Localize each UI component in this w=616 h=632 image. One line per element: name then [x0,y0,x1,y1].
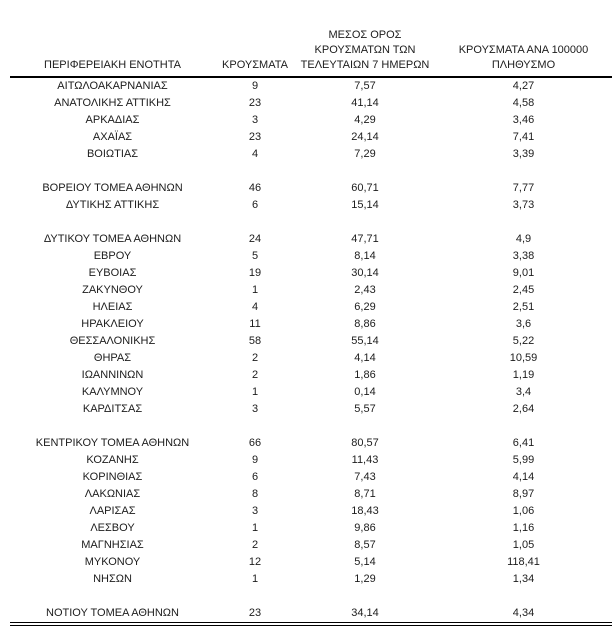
cases-cell: 12 [248,556,262,568]
region-cell: ΜΥΚΟΝΟΥ [84,556,141,568]
per100k-cell: 3,6 [515,318,532,330]
avg7-cell: 6,29 [354,301,376,313]
region-cell: ΑΡΚΑΔΙΑΣ [85,114,140,126]
cases-cell: 3 [251,114,259,126]
col-header-per100k-line2: ΠΛΗΘΥΣΜΟ [491,59,556,71]
region-cell: ΕΥΒΟΙΑΣ [88,267,137,279]
cases-cell: 2 [251,539,259,551]
region-cell: ΗΡΑΚΛΕΙΟΥ [81,318,144,330]
region-cell: ΚΑΛΥΜΝΟΥ [81,386,144,398]
per100k-cell: 4,14 [512,471,535,483]
cases-cell: 2 [251,352,259,364]
per100k-cell: 2,45 [512,284,535,296]
avg7-cell: 0,14 [354,386,376,398]
table-row [10,384,612,401]
cases-cell: 3 [251,403,259,415]
cases-cell: 4 [251,148,259,160]
avg7-cell: 2,43 [354,284,376,296]
cases-cell: 6 [251,199,259,211]
per100k-cell: 3,73 [512,199,535,211]
avg7-cell: 8,14 [354,250,376,262]
col-header-avg7-line1: ΜΕΣΟΣ ΟΡΟΣ [328,29,402,41]
per100k-cell: 118,41 [507,556,540,568]
cases-cell: 46 [248,182,262,194]
col-header-avg7 [295,28,435,77]
region-cell: ΛΑΚΩΝΙΑΣ [84,488,141,500]
per100k-cell: 4,27 [512,80,535,92]
table-row [10,537,612,554]
cases-cell: 8 [251,488,259,500]
per100k-cell: 3,39 [512,148,535,160]
region-cell: ΚΟΡΙΝΘΙΑΣ [82,471,143,483]
avg7-cell: 9,86 [354,522,376,534]
cases-cell: 2 [251,369,259,381]
per100k-cell: 1,06 [512,505,535,517]
col-header-region-label: ΠΕΡΙΦΕΡΕΙΑΚΗ ΕΝΟΤΗΤΑ [44,59,181,71]
table-row [10,95,612,112]
avg7-cell: 34,14 [295,605,435,624]
avg7-cell: 18,43 [351,505,379,517]
table-row [10,265,612,282]
cases-cell: 19 [248,267,262,279]
avg7-cell: 5,14 [354,556,376,568]
table-row [10,282,612,299]
avg7-cell: 80,57 [351,437,379,449]
avg7-cell: 8,57 [354,539,376,551]
group-spacer-row [10,214,612,231]
table-row [10,452,612,469]
region-cell: ΝΟΤΙΟΥ ΤΟΜΕΑ ΑΘΗΝΩΝ [10,605,215,624]
group-spacer-row [10,418,612,435]
table-row [10,197,612,214]
cases-cell: 1 [251,386,259,398]
region-cell: ΚΟΖΑΝΗΣ [86,454,139,466]
avg7-cell: 24,14 [351,131,379,143]
group-spacer-row [10,588,612,605]
table-body [10,77,612,624]
avg7-cell: 4,14 [354,352,376,364]
table-row [10,333,612,350]
cases-cell: 1 [251,573,259,585]
per100k-cell: 8,97 [512,488,535,500]
per100k-cell: 2,64 [512,403,535,415]
cases-cell: 6 [251,471,259,483]
region-cell: ΑΙΤΩΛΟΑΚΑΡΝΑΝΙΑΣ [57,80,168,92]
avg7-cell: 1,29 [354,573,376,585]
per100k-cell: 9,01 [512,267,535,279]
cases-cell: 1 [251,284,259,296]
avg7-cell: 5,57 [354,403,376,415]
col-header-per100k [435,28,612,77]
region-cell: ΕΒΡΟΥ [93,250,132,262]
per100k-cell: 3,46 [512,114,535,126]
cases-cell: 24 [248,233,262,245]
region-cell: ΖΑΚΥΝΘΟΥ [82,284,143,296]
table-row [10,520,612,537]
region-cell: ΙΩΑΝΝΙΝΩΝ [81,369,144,381]
cases-cell: 3 [251,505,259,517]
group-spacer-row [10,163,612,180]
cases-cell: 58 [248,335,262,347]
table-row [10,503,612,520]
col-header-cases [215,28,295,77]
region-cell: ΜΑΓΝΗΣΙΑΣ [81,539,144,551]
col-header-region [10,28,215,77]
table-row [10,435,612,452]
per100k-cell: 1,16 [512,522,535,534]
avg7-cell: 7,57 [354,80,376,92]
table-header [10,28,612,77]
table-row [10,316,612,333]
table-row [10,248,612,265]
table-row [10,112,612,129]
avg7-cell: 8,71 [354,488,376,500]
per100k-cell: 3,38 [512,250,535,262]
region-cell: ΝΗΣΩΝ [93,573,132,585]
per100k-cell: 2,51 [512,301,535,313]
cases-cell: 5 [251,250,259,262]
avg7-cell: 60,71 [351,182,379,194]
table-row [10,299,612,316]
cases-cell: 11 [249,318,261,330]
table-row [10,571,612,588]
group-spacer-cell [10,163,612,180]
avg7-cell: 30,14 [351,267,379,279]
avg7-cell: 47,71 [351,233,379,245]
per100k-cell: 1,19 [512,369,535,381]
header-row [10,28,612,77]
per100k-cell: 1,05 [512,539,535,551]
table-row [10,129,612,146]
col-header-avg7-line2: ΚΡΟΥΣΜΑΤΩΝ ΤΩΝ [314,44,416,56]
per100k-cell: 7,41 [512,131,535,143]
avg7-cell: 55,14 [351,335,379,347]
per100k-cell: 4,9 [515,233,532,245]
cases-cell: 23 [215,605,295,624]
table-row [10,146,612,163]
col-header-per100k-line1: ΚΡΟΥΣΜΑΤΑ ΑΝΑ 100000 [458,44,589,56]
avg7-cell: 4,29 [354,114,376,126]
region-cell: ΗΛΕΙΑΣ [92,301,133,313]
per100k-cell: 1,34 [512,573,535,585]
region-cell: ΘΗΡΑΣ [93,352,132,364]
table-row [10,180,612,197]
per100k-cell: 6,41 [512,437,535,449]
avg7-cell: 15,14 [351,199,379,211]
cases-cell: 9 [251,80,259,92]
cases-cell: 4 [251,301,259,313]
avg7-cell: 8,86 [354,318,376,330]
col-header-cases-label: ΚΡΟΥΣΜΑΤΑ [222,59,288,71]
table-row [10,77,612,95]
per100k-cell: 5,99 [512,454,535,466]
group-spacer-cell [10,214,612,231]
region-cell: ΑΧΑΪΑΣ [92,131,133,143]
per100k-cell: 3,4 [515,386,532,398]
cases-cell: 23 [248,97,262,109]
region-cell: ΑΝΑΤΟΛΙΚΗΣ ΑΤΤΙΚΗΣ [54,97,171,109]
table-row [10,231,612,248]
col-header-avg7-line3: ΤΕΛΕΥΤΑΙΩΝ 7 ΗΜΕΡΩΝ [300,59,430,71]
avg7-cell: 7,43 [354,471,376,483]
cases-cell: 1 [251,522,259,534]
region-cell: ΒΟΙΩΤΙΑΣ [86,148,139,160]
region-cell: ΚΑΡΔΙΤΣΑΣ [82,403,143,415]
per100k-cell: 10,59 [509,352,538,364]
per100k-cell: 4,34 [435,605,612,624]
region-cell: ΔΥΤΙΚΗΣ ΑΤΤΙΚΗΣ [65,199,160,211]
per100k-cell: 5,22 [512,335,535,347]
group-spacer-cell [10,418,612,435]
table-row [10,350,612,367]
cases-cell: 66 [248,437,262,449]
per100k-cell: 7,77 [512,182,535,194]
table-row [10,554,612,571]
region-cell: ΛΑΡΙΣΑΣ [89,505,136,517]
region-cell: ΛΕΣΒΟΥ [90,522,135,534]
region-cell: ΘΕΣΣΑΛΟΝΙΚΗΣ [69,335,156,347]
region-cell: ΔΥΤΙΚΟΥ ΤΟΜΕΑ ΑΘΗΝΩΝ [43,233,182,245]
per100k-cell: 4,58 [512,97,535,109]
avg7-cell: 41,14 [351,97,379,109]
region-cell: ΒΟΡΕΙΟΥ ΤΟΜΕΑ ΑΘΗΝΩΝ [42,182,183,194]
avg7-cell: 7,29 [354,148,376,160]
table-row [10,367,612,384]
regional-cases-table [10,28,612,626]
cases-cell: 23 [248,131,262,143]
avg7-cell: 11,43 [351,454,379,466]
region-cell: ΚΕΝΤΡΙΚΟΥ ΤΟΜΕΑ ΑΘΗΝΩΝ [35,437,190,449]
group-spacer-cell [10,588,612,605]
table-row [10,605,612,624]
table-row [10,401,612,418]
cases-cell: 9 [251,454,259,466]
table-row [10,486,612,503]
avg7-cell: 1,86 [354,369,376,381]
table-row [10,469,612,486]
